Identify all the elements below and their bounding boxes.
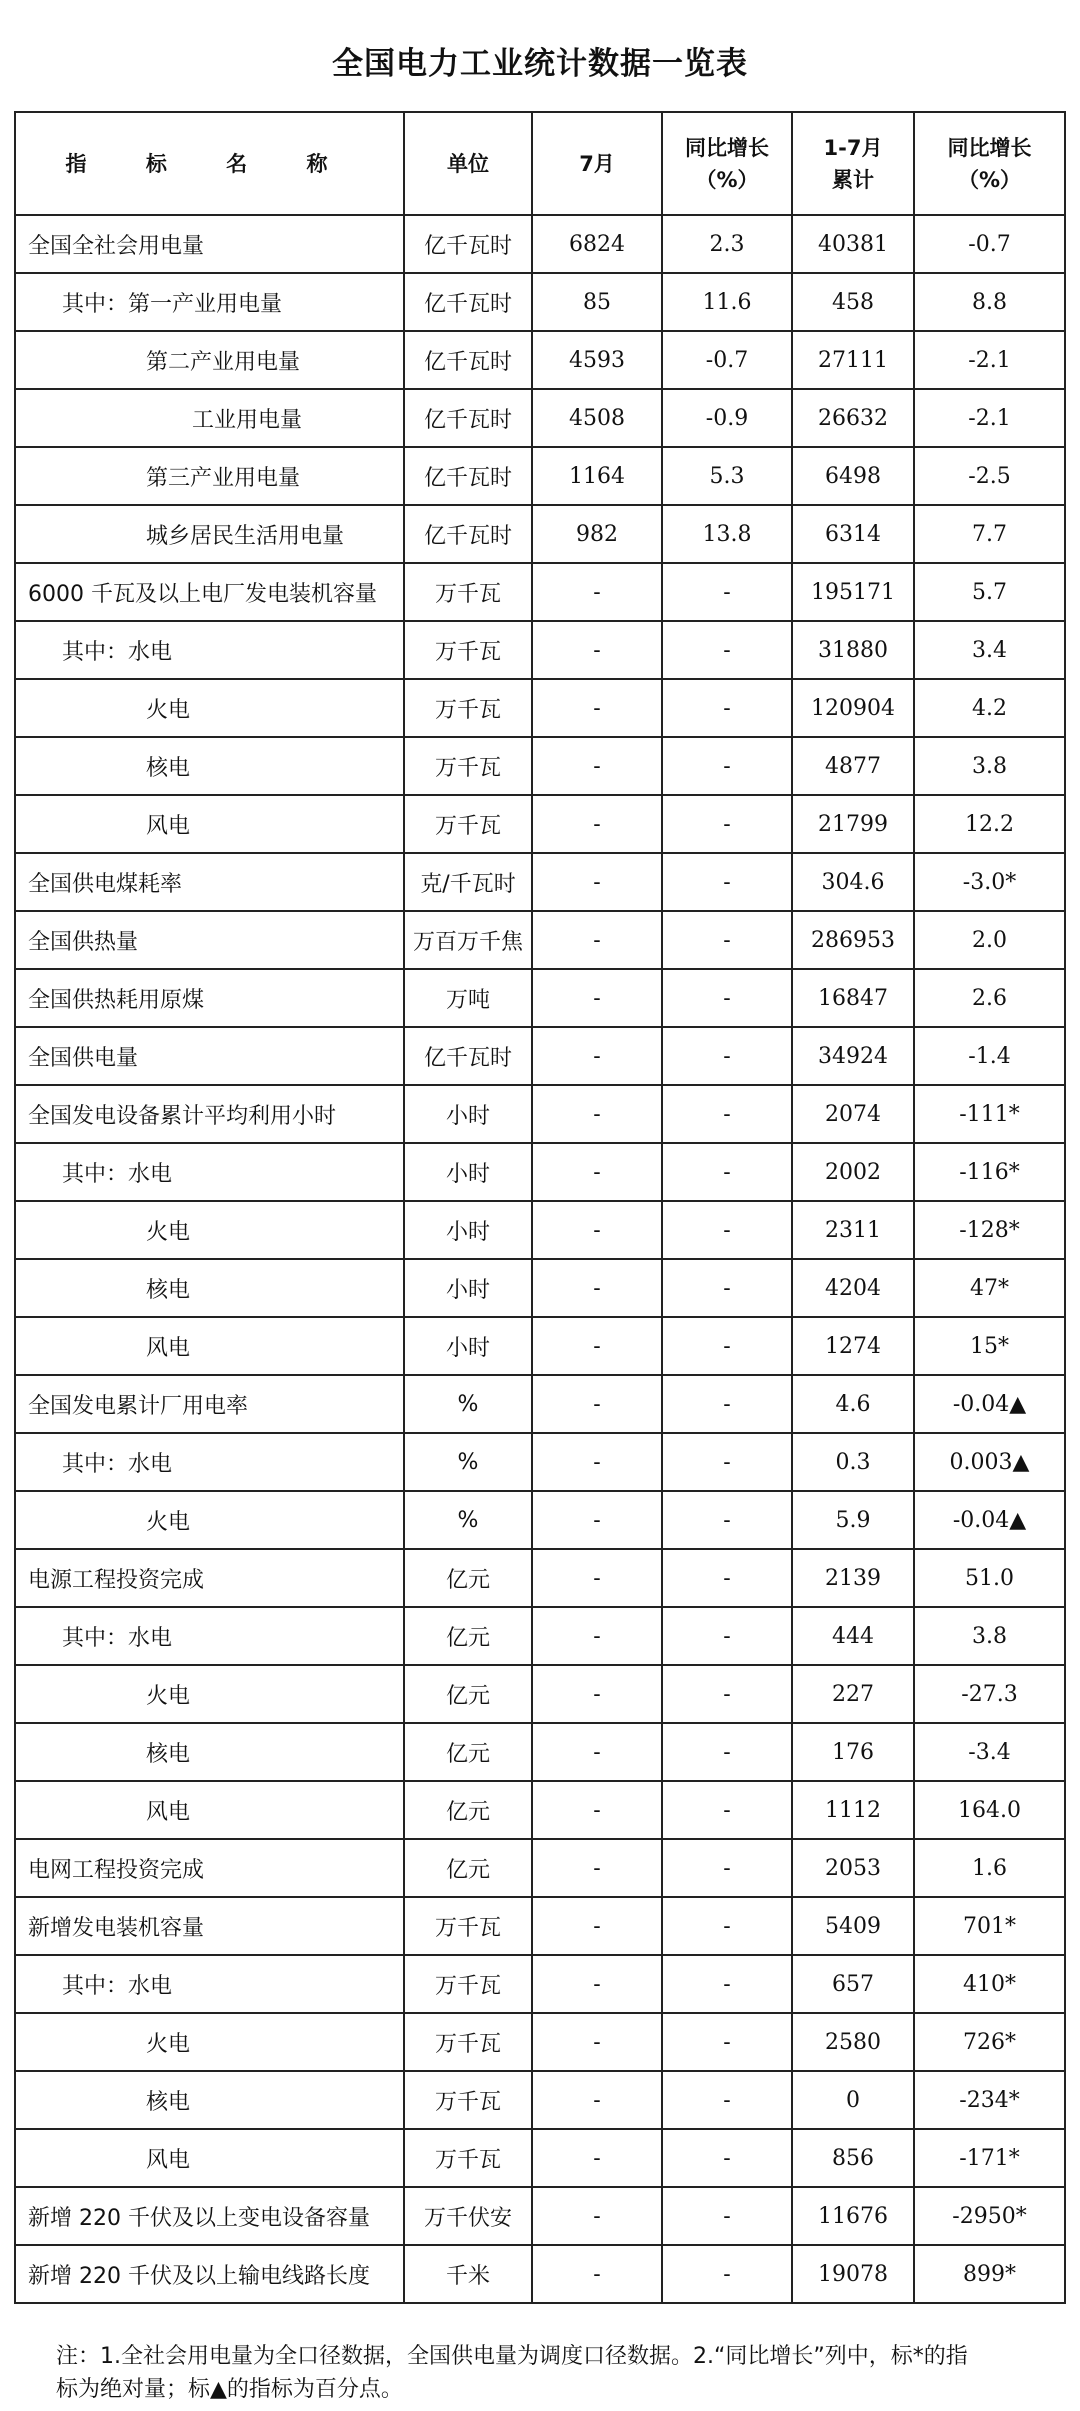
month-value-cell: - (532, 1665, 662, 1723)
cumulative-value-cell: 16847 (792, 969, 914, 1027)
month-yoy-cell: - (662, 1491, 792, 1549)
month-value-cell: - (532, 1549, 662, 1607)
month-yoy-cell: - (662, 1607, 792, 1665)
cumulative-value-cell: 21799 (792, 795, 914, 853)
table-row (15, 389, 1065, 447)
cumulative-value-cell: 1112 (792, 1781, 914, 1839)
indicator-name-cell: 火电 (15, 1201, 404, 1259)
month-yoy-cell: - (662, 2013, 792, 2071)
unit-cell: 亿元 (404, 1665, 532, 1723)
table-row (15, 1201, 1065, 1259)
cumulative-yoy-cell: 0.003▲ (914, 1433, 1065, 1491)
footnote-line2: 标为绝对量；标▲的指标为百分点。 (56, 2377, 403, 2402)
month-value-cell: - (532, 1201, 662, 1259)
header-cumulative (792, 112, 914, 215)
unit-cell: 亿千瓦时 (404, 215, 532, 273)
cumulative-value-cell: 657 (792, 1955, 914, 2013)
unit-cell: 万千瓦 (404, 1897, 532, 1955)
month-yoy-cell: - (662, 1027, 792, 1085)
indicator-name-cell: 其中：水电 (15, 1433, 404, 1491)
cumulative-yoy-cell: -171* (914, 2129, 1065, 2187)
unit-cell: 万千瓦 (404, 737, 532, 795)
indicator-name-cell: 核电 (15, 1259, 404, 1317)
cumulative-yoy-cell: 410* (914, 1955, 1065, 2013)
month-yoy-cell: - (662, 1317, 792, 1375)
table-row (15, 737, 1065, 795)
month-yoy-cell: - (662, 679, 792, 737)
month-yoy-cell: - (662, 2187, 792, 2245)
header-month: 7月 (532, 112, 662, 215)
month-value-cell: 4508 (532, 389, 662, 447)
table-row (15, 1143, 1065, 1201)
month-yoy-cell: - (662, 563, 792, 621)
cumulative-value-cell: 286953 (792, 911, 914, 969)
cumulative-yoy-cell: 12.2 (914, 795, 1065, 853)
month-yoy-cell: - (662, 1839, 792, 1897)
indicator-name-cell: 风电 (15, 2129, 404, 2187)
cumulative-value-cell: 2053 (792, 1839, 914, 1897)
cumulative-yoy-cell: 701* (914, 1897, 1065, 1955)
month-yoy-cell: - (662, 795, 792, 853)
header-indicator-name: 指 标 名 称 (15, 112, 404, 215)
indicator-name-cell: 全国发电累计厂用电率 (15, 1375, 404, 1433)
indicator-name-cell: 其中：水电 (15, 621, 404, 679)
unit-cell: 亿千瓦时 (404, 1027, 532, 1085)
month-value-cell: - (532, 795, 662, 853)
unit-cell: 亿千瓦时 (404, 331, 532, 389)
unit-cell: 亿千瓦时 (404, 273, 532, 331)
unit-cell: 万吨 (404, 969, 532, 1027)
unit-cell: 小时 (404, 1143, 532, 1201)
cumulative-yoy-cell: 3.4 (914, 621, 1065, 679)
month-yoy-cell: - (662, 1143, 792, 1201)
cumulative-value-cell: 26632 (792, 389, 914, 447)
month-value-cell: - (532, 2013, 662, 2071)
cumulative-value-cell: 6498 (792, 447, 914, 505)
indicator-name-cell: 核电 (15, 737, 404, 795)
month-yoy-cell: - (662, 1665, 792, 1723)
cumulative-yoy-cell: 51.0 (914, 1549, 1065, 1607)
cumulative-yoy-cell: -0.7 (914, 215, 1065, 273)
table-row (15, 2129, 1065, 2187)
table-row (15, 2071, 1065, 2129)
table-row (15, 2245, 1065, 2303)
month-value-cell: - (532, 1955, 662, 2013)
indicator-name-cell: 全国供电煤耗率 (15, 853, 404, 911)
month-value-cell: - (532, 2245, 662, 2303)
statistics-table (14, 111, 1066, 2304)
header-month-yoy (662, 112, 792, 215)
cumulative-yoy-cell: -3.0* (914, 853, 1065, 911)
cumulative-yoy-cell: -1.4 (914, 1027, 1065, 1085)
table-row (15, 1607, 1065, 1665)
unit-cell: 小时 (404, 1085, 532, 1143)
indicator-name-cell: 核电 (15, 2071, 404, 2129)
indicator-name-cell: 其中：水电 (15, 1955, 404, 2013)
cumulative-yoy-cell: 4.2 (914, 679, 1065, 737)
indicator-name-cell: 全国供电量 (15, 1027, 404, 1085)
table-row (15, 795, 1065, 853)
unit-cell: 万千瓦 (404, 621, 532, 679)
month-value-cell: 1164 (532, 447, 662, 505)
indicator-name-cell: 工业用电量 (15, 389, 404, 447)
month-value-cell: - (532, 679, 662, 737)
month-value-cell: - (532, 621, 662, 679)
cumulative-value-cell: 304.6 (792, 853, 914, 911)
cumulative-value-cell: 856 (792, 2129, 914, 2187)
table-row (15, 1723, 1065, 1781)
cumulative-value-cell: 176 (792, 1723, 914, 1781)
table-row (15, 1839, 1065, 1897)
month-yoy-cell: - (662, 1375, 792, 1433)
cumulative-value-cell: 444 (792, 1607, 914, 1665)
table-row (15, 2187, 1065, 2245)
indicator-name-cell: 其中：水电 (15, 1143, 404, 1201)
header-month-yoy-line1: 同比增长 (685, 135, 769, 160)
month-yoy-cell: - (662, 2245, 792, 2303)
cumulative-yoy-cell: -234* (914, 2071, 1065, 2129)
cumulative-value-cell: 4.6 (792, 1375, 914, 1433)
header-cumulative-line1: 1-7月 (823, 135, 883, 160)
unit-cell: 小时 (404, 1259, 532, 1317)
month-value-cell: - (532, 1259, 662, 1317)
table-row (15, 1317, 1065, 1375)
cumulative-value-cell: 34924 (792, 1027, 914, 1085)
table-row (15, 1375, 1065, 1433)
month-yoy-cell: -0.7 (662, 331, 792, 389)
month-yoy-cell: - (662, 1955, 792, 2013)
header-month-yoy-line2: （%） (695, 167, 759, 192)
unit-cell: % (404, 1433, 532, 1491)
unit-cell: 亿元 (404, 1723, 532, 1781)
cumulative-value-cell: 31880 (792, 621, 914, 679)
cumulative-yoy-cell: 726* (914, 2013, 1065, 2071)
unit-cell: 万千瓦 (404, 1955, 532, 2013)
indicator-name-cell: 全国发电设备累计平均利用小时 (15, 1085, 404, 1143)
cumulative-yoy-cell: -116* (914, 1143, 1065, 1201)
table-row (15, 911, 1065, 969)
cumulative-value-cell: 2580 (792, 2013, 914, 2071)
table-row (15, 273, 1065, 331)
month-value-cell: 85 (532, 273, 662, 331)
cumulative-value-cell: 2311 (792, 1201, 914, 1259)
month-value-cell: - (532, 2187, 662, 2245)
cumulative-value-cell: 195171 (792, 563, 914, 621)
month-value-cell: - (532, 1317, 662, 1375)
cumulative-yoy-cell: 3.8 (914, 737, 1065, 795)
indicator-name-cell: 新增 220 千伏及以上输电线路长度 (15, 2245, 404, 2303)
table-header-row (15, 112, 1065, 215)
indicator-name-cell: 第二产业用电量 (15, 331, 404, 389)
indicator-name-cell: 火电 (15, 679, 404, 737)
month-yoy-cell: - (662, 1897, 792, 1955)
unit-cell: 万千瓦 (404, 2129, 532, 2187)
month-value-cell: - (532, 1027, 662, 1085)
cumulative-yoy-cell: -2.1 (914, 389, 1065, 447)
cumulative-yoy-cell: -111* (914, 1085, 1065, 1143)
unit-cell: 万千瓦 (404, 2071, 532, 2129)
cumulative-value-cell: 2074 (792, 1085, 914, 1143)
table-row (15, 1897, 1065, 1955)
unit-cell: 万千瓦 (404, 2013, 532, 2071)
table-row (15, 853, 1065, 911)
indicator-name-cell: 城乡居民生活用电量 (15, 505, 404, 563)
month-yoy-cell: - (662, 737, 792, 795)
footnote (56, 2340, 1046, 2406)
month-value-cell: - (532, 1839, 662, 1897)
table-row (15, 1549, 1065, 1607)
cumulative-yoy-cell: 8.8 (914, 273, 1065, 331)
indicator-name-cell: 全国供热量 (15, 911, 404, 969)
month-value-cell: - (532, 2129, 662, 2187)
cumulative-value-cell: 6314 (792, 505, 914, 563)
cumulative-value-cell: 4204 (792, 1259, 914, 1317)
table-row (15, 505, 1065, 563)
header-cumulative-line2: 累计 (832, 167, 874, 192)
unit-cell: 亿千瓦时 (404, 505, 532, 563)
month-yoy-cell: - (662, 1085, 792, 1143)
table-row (15, 1027, 1065, 1085)
month-value-cell: - (532, 1491, 662, 1549)
unit-cell: 亿元 (404, 1607, 532, 1665)
month-value-cell: - (532, 1375, 662, 1433)
cumulative-yoy-cell: 3.8 (914, 1607, 1065, 1665)
table-row (15, 215, 1065, 273)
cumulative-yoy-cell: 7.7 (914, 505, 1065, 563)
cumulative-value-cell: 5409 (792, 1897, 914, 1955)
indicator-name-cell: 核电 (15, 1723, 404, 1781)
header-cumulative-yoy-line2: （%） (957, 167, 1022, 192)
header-cumulative-yoy-line1: 同比增长 (947, 135, 1032, 160)
indicator-name-cell: 电网工程投资完成 (15, 1839, 404, 1897)
cumulative-yoy-cell: 15* (914, 1317, 1065, 1375)
month-value-cell: - (532, 911, 662, 969)
month-yoy-cell: 5.3 (662, 447, 792, 505)
month-yoy-cell: - (662, 969, 792, 1027)
cumulative-value-cell: 120904 (792, 679, 914, 737)
cumulative-value-cell: 11676 (792, 2187, 914, 2245)
indicator-name-cell: 风电 (15, 1781, 404, 1839)
month-value-cell: - (532, 737, 662, 795)
month-yoy-cell: - (662, 1781, 792, 1839)
unit-cell: 万千伏安 (404, 2187, 532, 2245)
month-value-cell: - (532, 1897, 662, 1955)
cumulative-value-cell: 27111 (792, 331, 914, 389)
month-value-cell: - (532, 563, 662, 621)
indicator-name-cell: 全国供热耗用原煤 (15, 969, 404, 1027)
indicator-name-cell: 风电 (15, 795, 404, 853)
unit-cell: 小时 (404, 1317, 532, 1375)
unit-cell: 亿元 (404, 1781, 532, 1839)
table-row (15, 1085, 1065, 1143)
unit-cell: 万千瓦 (404, 563, 532, 621)
month-value-cell: - (532, 1607, 662, 1665)
month-yoy-cell: - (662, 1723, 792, 1781)
table-row (15, 2013, 1065, 2071)
table-row (15, 331, 1065, 389)
unit-cell: 亿千瓦时 (404, 389, 532, 447)
month-value-cell: - (532, 1085, 662, 1143)
month-yoy-cell: - (662, 1201, 792, 1259)
unit-cell: 亿元 (404, 1549, 532, 1607)
table-row (15, 679, 1065, 737)
cumulative-yoy-cell: -128* (914, 1201, 1065, 1259)
cumulative-yoy-cell: -27.3 (914, 1665, 1065, 1723)
month-yoy-cell: 2.3 (662, 215, 792, 273)
cumulative-yoy-cell: 1.6 (914, 1839, 1065, 1897)
cumulative-value-cell: 0 (792, 2071, 914, 2129)
unit-cell: 万百万千焦 (404, 911, 532, 969)
cumulative-value-cell: 4877 (792, 737, 914, 795)
month-value-cell: 982 (532, 505, 662, 563)
month-value-cell: - (532, 2071, 662, 2129)
table-row (15, 969, 1065, 1027)
indicator-name-cell: 火电 (15, 1491, 404, 1549)
cumulative-value-cell: 227 (792, 1665, 914, 1723)
table-row (15, 1259, 1065, 1317)
indicator-name-cell: 其中：第一产业用电量 (15, 273, 404, 331)
indicator-name-cell: 电源工程投资完成 (15, 1549, 404, 1607)
cumulative-yoy-cell: 164.0 (914, 1781, 1065, 1839)
cumulative-value-cell: 2139 (792, 1549, 914, 1607)
indicator-name-cell: 火电 (15, 1665, 404, 1723)
month-yoy-cell: -0.9 (662, 389, 792, 447)
month-value-cell: - (532, 1433, 662, 1491)
cumulative-yoy-cell: -0.04▲ (914, 1491, 1065, 1549)
cumulative-yoy-cell: -2.5 (914, 447, 1065, 505)
indicator-name-cell: 第三产业用电量 (15, 447, 404, 505)
month-value-cell: 6824 (532, 215, 662, 273)
month-yoy-cell: - (662, 1549, 792, 1607)
month-yoy-cell: - (662, 911, 792, 969)
cumulative-yoy-cell: -2.1 (914, 331, 1065, 389)
cumulative-yoy-cell: -0.04▲ (914, 1375, 1065, 1433)
indicator-name-cell: 6000 千瓦及以上电厂发电装机容量 (15, 563, 404, 621)
month-yoy-cell: 11.6 (662, 273, 792, 331)
table-row (15, 1433, 1065, 1491)
month-value-cell: - (532, 1723, 662, 1781)
unit-cell: 万千瓦 (404, 679, 532, 737)
table-row (15, 1781, 1065, 1839)
unit-cell: 小时 (404, 1201, 532, 1259)
month-value-cell: - (532, 1781, 662, 1839)
month-yoy-cell: - (662, 2129, 792, 2187)
month-yoy-cell: - (662, 1433, 792, 1491)
month-value-cell: - (532, 969, 662, 1027)
cumulative-yoy-cell: 899* (914, 2245, 1065, 2303)
footnote-line1: 注：1.全社会用电量为全口径数据，全国供电量为调度口径数据。2.“同比增长”列中，标*的指 (56, 2344, 968, 2369)
indicator-name-cell: 全国全社会用电量 (15, 215, 404, 273)
unit-cell: 亿元 (404, 1839, 532, 1897)
month-yoy-cell: - (662, 621, 792, 679)
cumulative-yoy-cell: 2.0 (914, 911, 1065, 969)
unit-cell: % (404, 1491, 532, 1549)
cumulative-yoy-cell: -3.4 (914, 1723, 1065, 1781)
indicator-name-cell: 火电 (15, 2013, 404, 2071)
indicator-name-cell: 风电 (15, 1317, 404, 1375)
header-cumulative-yoy (914, 112, 1065, 215)
unit-cell: % (404, 1375, 532, 1433)
cumulative-value-cell: 2002 (792, 1143, 914, 1201)
month-value-cell: - (532, 853, 662, 911)
cumulative-value-cell: 458 (792, 273, 914, 331)
indicator-name-cell: 新增 220 千伏及以上变电设备容量 (15, 2187, 404, 2245)
month-yoy-cell: - (662, 1259, 792, 1317)
unit-cell: 万千瓦 (404, 795, 532, 853)
cumulative-value-cell: 40381 (792, 215, 914, 273)
header-unit: 单位 (404, 112, 532, 215)
cumulative-value-cell: 5.9 (792, 1491, 914, 1549)
table-row (15, 1665, 1065, 1723)
table-row (15, 1955, 1065, 2013)
unit-cell: 亿千瓦时 (404, 447, 532, 505)
month-value-cell: - (532, 1143, 662, 1201)
cumulative-value-cell: 0.3 (792, 1433, 914, 1491)
table-row (15, 1491, 1065, 1549)
table-row (15, 563, 1065, 621)
month-yoy-cell: 13.8 (662, 505, 792, 563)
indicator-name-cell: 新增发电装机容量 (15, 1897, 404, 1955)
cumulative-value-cell: 1274 (792, 1317, 914, 1375)
unit-cell: 克/千瓦时 (404, 853, 532, 911)
cumulative-yoy-cell: 2.6 (914, 969, 1065, 1027)
month-yoy-cell: - (662, 853, 792, 911)
indicator-name-cell: 其中：水电 (15, 1607, 404, 1665)
table-row (15, 621, 1065, 679)
unit-cell: 千米 (404, 2245, 532, 2303)
cumulative-yoy-cell: 5.7 (914, 563, 1065, 621)
cumulative-value-cell: 19078 (792, 2245, 914, 2303)
month-value-cell: 4593 (532, 331, 662, 389)
table-row (15, 447, 1065, 505)
month-yoy-cell: - (662, 2071, 792, 2129)
cumulative-yoy-cell: -2950* (914, 2187, 1065, 2245)
table-body (15, 215, 1065, 2303)
page-title: 全国电力工业统计数据一览表 (332, 46, 748, 82)
cumulative-yoy-cell: 47* (914, 1259, 1065, 1317)
